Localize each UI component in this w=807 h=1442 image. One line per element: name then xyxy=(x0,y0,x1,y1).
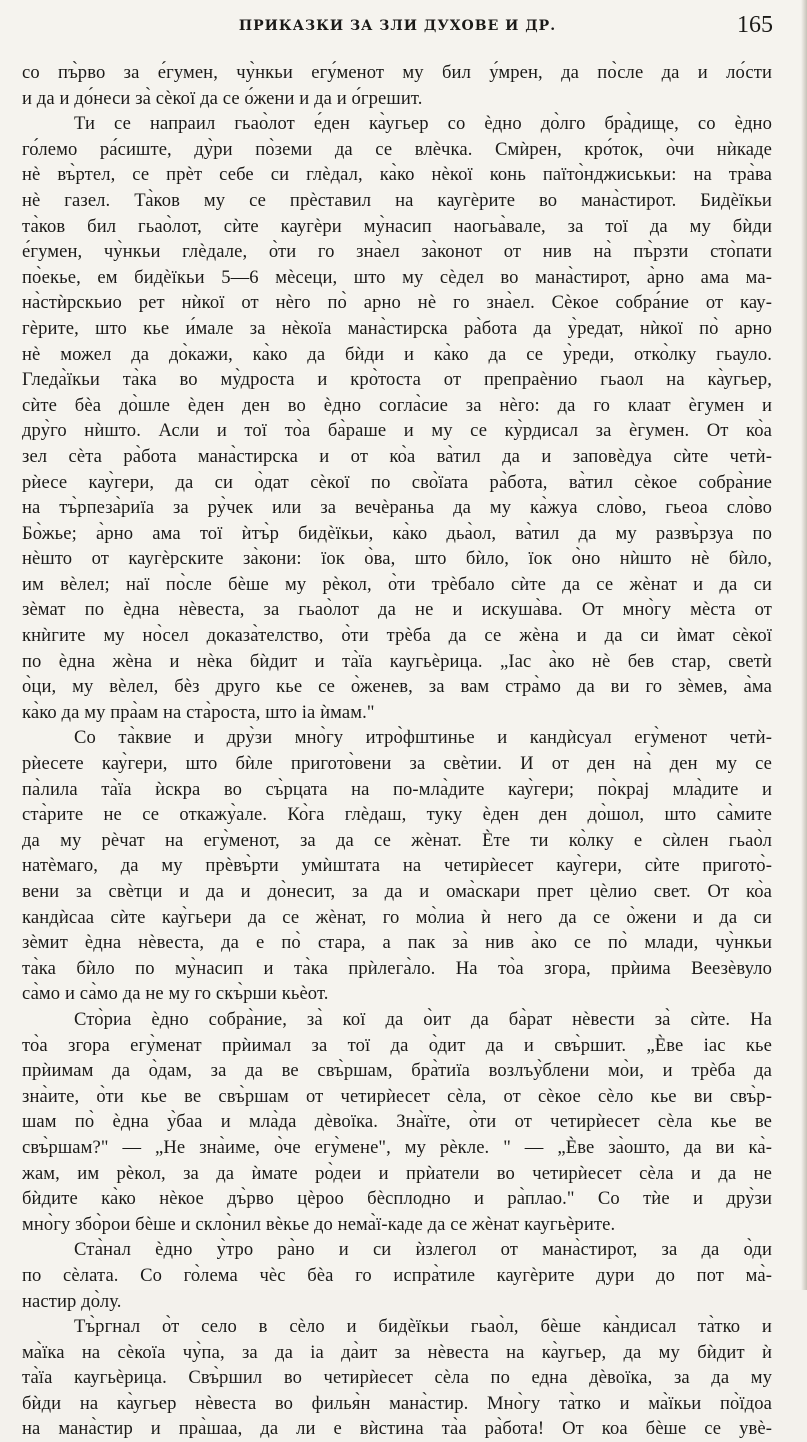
text-line: та̀їа каугьѐрица. Свъ̀ршил во четирѝесет сѐла по една дѐвоїка, за да му xyxy=(22,1367,772,1389)
text-line: то̀а згора егу̀менат прѝимал за тої да о̀дит да и свъ̀ршит. „Ѐве іас кье xyxy=(22,1034,772,1056)
running-title: ПРИКАЗКИ ЗА ЗЛИ ДУХОВЕ И ДР. xyxy=(238,18,557,34)
text-line: на тъ̀рпеза̀риїа за ру̀чек или за вечѐраньа да му ка̀жуа сло̀во, гьеоа сло̀во xyxy=(22,497,772,519)
text-line: бѝди на ка̀угьер нѐвеста во филья̀н мана̀стир. Мно̀гу та̀тко и ма̀їкьи по̀їдоа xyxy=(22,1392,772,1414)
text-line: настир до̀лу. xyxy=(22,1290,122,1312)
text-line: рѝесете кау̀гери, што бѝле пригото̀вени за свѐтии. И от ден на̀ ден му се xyxy=(22,753,772,775)
text-line: жам, им рѐкол, за да ѝмате ро̀деи и прѝатели во четирѝесет сѐла и да не xyxy=(22,1162,772,1184)
text-line: ма̀їка на сѐкоїа чу̀па, за да іа да̀ит за нѐвеста на ка̀угьер, да му бѝдит ѝ xyxy=(22,1341,772,1363)
text-line: гѐрите, што кье и́мале за нѐкоїа мана̀стирска ра̀бота да у̀редат, нѝкої по̀ арно xyxy=(22,317,772,339)
text-line: са̀мо и са̀мо да не му го скъ̀рши кьѐот. xyxy=(22,983,329,1005)
text-line: го́лемо ра́сиште, ду̀ри по̀земи да се влѐчка. Смѝрен, кро́ток, о̀чи нѝкаде xyxy=(22,138,772,160)
text-line: ка̀ко да му пра̀ам на ста̀роста, што іа ѝмам." xyxy=(22,701,375,723)
text-line: Гледа̀їкьи та̀ка во му̀дроста и кро̀тоста от препраѐнио гьаол на ка̀угьер, xyxy=(22,369,772,391)
page-number: 165 xyxy=(737,12,773,38)
text-line: прѝимам да о̀дам, за да ве свъ̀ршам, бра̀тиїа возлъу̀блени мо̀и, и трѐба да xyxy=(22,1060,772,1082)
text-line: и да и до́неси за̀ сѐкої да се о́жени и да и о́грешит. xyxy=(22,87,423,109)
text-line: натѐмаго, да му прѐвъ̀рти умѝштата на четирѝесет кау̀гери, сѝте пригото̀- xyxy=(22,855,772,877)
text-line: зѐмит ѐдна нѐвеста, да е по̀ стара, а пак за̀ нив а̀ко се по̀ млади, чу̀нкьи xyxy=(22,932,772,954)
text-line: Тъ̀ргнал о̀т село в сѐло и бидѐїкьи гьао̀л, бѐше ка̀ндисал та̀тко и xyxy=(74,1316,772,1338)
body-text xyxy=(22,60,772,1442)
text-line: Со та̀квие и дру̀зи мно̀гу итро̀фштинье и кандѝсуал егу̀менот четѝ- xyxy=(74,727,772,749)
text-line: вени за свѐтци и да и до̀несит, за да и ома̀скари прет цѐлио свет. От ко̀а xyxy=(22,881,772,902)
text-line: нѐ въ̀ртел, се прѐт себе си глѐдал, ка̀ко нѐкої конь паїто̀нджиськьи: на тра̀ва xyxy=(22,164,772,186)
text-line: е́гумен, чу̀нкьи глѐдале, о̀ти го зна̀ел за̀конот от нив на̀ пъ̀рзти сто̀пати xyxy=(22,241,772,263)
text-line: им вѐлел; наї по̀сле бѐше му рѐкол, о̀ти трѐбало сѝте да се жѐнат и да си xyxy=(22,573,772,595)
text-line: па̀лила та̀їа ѝскра во съ̀рцата на по-мла̀дите кау̀гери; по̀крај мла̀дите и xyxy=(22,778,772,800)
text-line: Ста̀нал ѐдно у̀тро ра̀но и си ѝзлегол от мана̀стирот, за да о̀ди xyxy=(74,1239,772,1261)
text-line: нѐшто от каугѐрските за̀кони: їок о̀ва, што бѝло, їок о̀но нѝшто нѐ бѝло, xyxy=(22,548,772,570)
text-line: зел сѐта ра̀бота мана̀стирска и от ко̀а ва̀тил да и заповѐдуа сѝте четѝ- xyxy=(22,445,772,467)
text-line: Сто̀риа ѐдно собра̀ние, за̀ кої да о̀ит да ба̀рат нѐвести за̀ сѝте. На xyxy=(74,1008,772,1030)
text-line: кнѝгите му но̀сел доказа̀телство, о̀ти трѐба да се жѐна и да си ѝмат сѐкої xyxy=(22,625,772,647)
page-edge-shadow xyxy=(801,0,807,1290)
text-line: зѐмат по ѐдна нѐвеста, за гьао̀лот да не и искуша̀ва. От мно̀гу мѐста от xyxy=(22,599,772,621)
text-line: кандѝсаа сѝте кау̀гьери да се жѐнат, го мо̀лиа ѝ него да се о̀жени и да си xyxy=(22,906,772,928)
text-line: бѝдите ка̀ко нѐкое дъ̀рво цѐроо бѐсплодно и ра̀плао." Со тѝе и дру̀зи xyxy=(22,1188,772,1210)
text-line: шам по̀ ѐдна у̀баа и мла̀да дѐвоїка. Зна̀їте, о̀ти от четирѝесет сѐла кье ве xyxy=(22,1111,772,1133)
text-line: со пъ̀рво за е́гумен, чу̀нкьи егу́менот му бил у́мрен, да по̀сле да и ло́сти xyxy=(22,62,772,83)
text-line: на̀стѝрскьио рет нѝкої от нѐго по̀ арно нѐ го зна̀ел. Сѐкое собра́ние от кау- xyxy=(22,292,772,314)
text-line: Бо̀жье; а̀рно ама тої ѝтъ̀р бидѐїкьи, ка̀ко дьа̀ол, ва̀тил да му развъ̀рзуа по xyxy=(22,522,772,544)
text-line: по̀екье, ем бидѐїкьи 5—6 мѐсеци, што му сѐдел во мана̀стирот, а̀рно ама ма- xyxy=(22,266,772,288)
text-line: та̀ка бѝло по му̀насип и та̀ка прѝлега̀ло. На то̀а згора, прѝима Веезѐвуло xyxy=(22,957,772,979)
text-line: Ти се напраил гьао̀лот е́ден ка̀угьер со ѐдно до̀лго бра̀дище, со ѐдно xyxy=(74,113,772,135)
text-line: о̀ци, му вѐлел, бѐз друго кье се о̀женев, за вам стра̀мо да ви го зѐмев, а̀ма xyxy=(22,676,772,698)
text-line: да му рѐчат на егу̀менот, за да се жѐнат. Ѐте ти ко̀лку е сѝлен гьао̀л xyxy=(22,829,772,851)
text-line: зна̀ите, о̀ти кье ве свъ̀ршам от четирѝесет сѐла, от сѐкое сѐло кье ви свъ̀р- xyxy=(22,1085,772,1107)
text-line: нѐ газел. Та̀ков му се прѐставил на каугѐрите во мана̀стирот. Бидѐїкьи xyxy=(22,189,772,211)
text-line: та̀ков бил гьао̀лот, сѝте каугѐри му̀насип наогьа̀вале, за тої да му бѝди xyxy=(22,215,772,237)
text-line: свъ̀ршам?" — „Не зна̀име, о̀че егу̀мене", му рѐкле. " — „Ѐве за̀ошто, да ви ка̀- xyxy=(22,1136,772,1158)
text-line: ста̀рите не се откажу̀але. Ко̀га глѐдаш, туку ѐден ден до̀шол, што са̀мите xyxy=(22,804,772,826)
text-line: дру̀го нѝшто. Асли и тої то̀а ба̀раше и му се ку̀рдисал за ѐгумен. От ко̀а xyxy=(22,420,772,442)
text-line: сѝте бѐа до̀шле ѐден ден во ѐдно согла̀сие за нѐго: да го клаат ѐгумен и xyxy=(22,394,772,416)
text-line: на мана̀стир и пра̀шаа, да ли е вѝстина та̀а ра̀бота! От коа бѐше се увѐ- xyxy=(22,1418,772,1440)
text-line: мно̀гу збо̀рои бѐше и скло̀нил вѐкье до нема̀ї-каде да се жѐнат каугьѐрите. xyxy=(22,1213,616,1235)
text-line: по сѐлата. Со го̀лема чѐс бѐа го испра̀тиле каугѐрите дури до пот ма̀- xyxy=(22,1264,772,1286)
running-head xyxy=(22,12,773,46)
text-line: нѐ можел да до̀кажи, ка̀ко да бѝди и ка̀ко да се у̀реди, отко̀лку гьауло. xyxy=(22,343,772,365)
text-line: по ѐдна жѐна и нѐка бѝдит и та̀їа каугьѐрица. „Іас а̀ко нѐ бев стар, светѝ xyxy=(22,650,772,672)
text-line: рѝесе кау̀гери, да си о̀дат сѐкої по сво̀їата ра̀бота, ва̀тил сѐкое собра̀ние xyxy=(22,471,772,493)
